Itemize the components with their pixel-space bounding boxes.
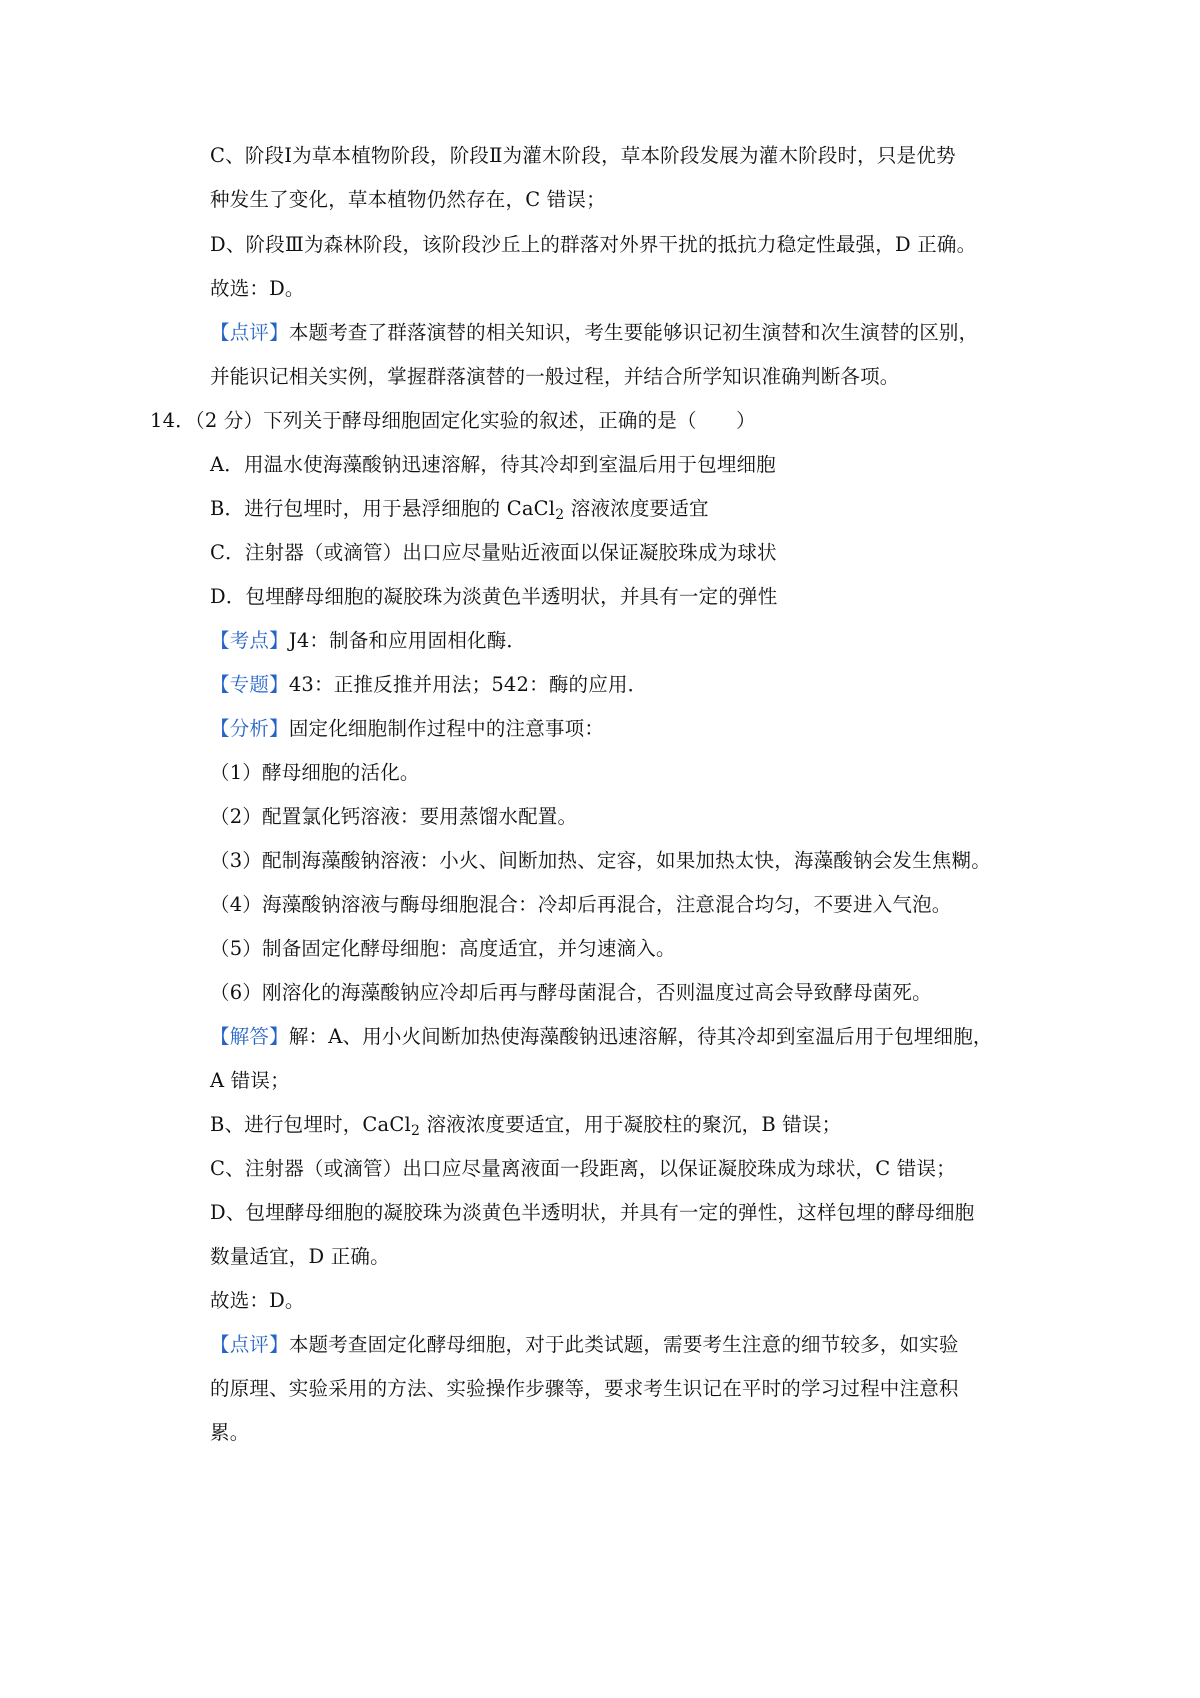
point-2: （2）配置氯化钙溶液：要用蒸馏水配置。 (210, 805, 578, 828)
option-c: C．注射器（或滴管）出口应尽量贴近液面以保证凝胶珠成为球状 (210, 541, 777, 564)
review-line-1 (210, 1331, 1050, 1359)
option-a: A．用温水使海藻酸钠迅速溶解，待其冷却到室温后用于包埋细胞 (210, 453, 776, 476)
jieda-b-text-tail: 溶液浓度要适宜，用于凝胶柱的聚沉，B 错误； (420, 1113, 842, 1136)
prev-choice: 故选：D。 (210, 277, 305, 300)
subscript: 2 (555, 507, 565, 523)
review-line-2: 的原理、实验采用的方法、实验操作步骤等，要求考生识记在平时的学习过程中注意积 (210, 1377, 959, 1400)
point-6: （6）刚溶化的海藻酸钠应冷却后再与酵母菌混合，否则温度过高会导致酵母菌死。 (210, 981, 932, 1004)
point-4: （4）海藻酸钠溶液与酶母细胞混合：冷却后再混合，注意混合均匀，不要进入气泡。 (210, 893, 952, 916)
option-d: D．包埋酵母细胞的凝胶珠为淡黄色半透明状，并具有一定的弹性 (210, 585, 778, 608)
option-b-text: B．进行包埋时，用于悬浮细胞的 CaCl (210, 497, 556, 520)
point-1: （1）酵母细胞的活化。 (210, 761, 420, 784)
kaodian-tag: 【考点】 (210, 629, 289, 652)
option-b (210, 495, 1050, 523)
kaodian-line (210, 627, 1050, 655)
fenxi-text: 固定化细胞制作过程中的注意事项： (288, 717, 605, 740)
zhuanti-tag: 【专题】 (210, 673, 289, 696)
jieda-line-1 (210, 1023, 1050, 1051)
question-stem: 14．（2 分）下列关于酵母细胞固定化实验的叙述，正确的是（ ） (150, 409, 756, 432)
jieda-d-line-2: 数量适宜，D 正确。 (210, 1245, 390, 1268)
prev-review-line-1 (210, 319, 1050, 347)
review-tag: 【点评】 (210, 321, 289, 344)
point-5: （5）制备固定化酵母细胞：高度适宜，并匀速滴入。 (210, 937, 676, 960)
prev-analysis-c-line-1: C、阶段Ⅰ为草本植物阶段，阶段Ⅱ为灌木阶段，草本阶段发展为灌木阶段时，只是优势 (210, 144, 956, 167)
jieda-b (210, 1111, 1050, 1139)
jieda-d-line-1: D、包埋酵母细胞的凝胶珠为淡黄色半透明状，并具有一定的弹性，这样包埋的酵母细胞 (210, 1201, 975, 1224)
zhuanti-text: 43：正推反推并用法；542：酶的应用． (288, 673, 648, 696)
review-line-3: 累。 (210, 1421, 250, 1444)
prev-analysis-c-line-2: 种发生了变化，草本植物仍然存在，C 错误； (210, 188, 606, 211)
jieda-tag: 【解答】 (210, 1025, 289, 1048)
choice: 故选：D。 (210, 1289, 305, 1312)
option-b-text-tail: 溶液浓度要适宜 (564, 497, 709, 520)
review-text: 本题考查固定化酵母细胞，对于此类试题，需要考生注意的细节较多，如实验 (288, 1333, 959, 1356)
fenxi-tag: 【分析】 (210, 717, 289, 740)
point-3: （3）配制海藻酸钠溶液：小火、间断加热、定容，如果加热太快，海藻酸钠会发生焦糊。 (210, 849, 991, 872)
fenxi-line (210, 715, 1050, 743)
jieda-line-2: A 错误； (210, 1069, 290, 1092)
zhuanti-line (210, 671, 1050, 699)
review-text: 本题考查了群落演替的相关知识，考生要能够识记初生演替和次生演替的区别， (288, 321, 979, 344)
subscript: 2 (410, 1123, 421, 1139)
review-tag: 【点评】 (210, 1333, 289, 1356)
kaodian-text: J4：制备和应用固相化酶． (288, 629, 527, 652)
prev-review-line-2: 并能识记相关实例，掌握群落演替的一般过程，并结合所学知识准确判断各项。 (210, 365, 900, 388)
jieda-text: 解：A、用小火间断加热使海藻酸钠迅速溶解，待其冷却到室温后用于包埋细胞， (288, 1025, 993, 1048)
jieda-b-text: B、进行包埋时，CaCl (210, 1113, 411, 1136)
prev-analysis-d-line: D、阶段Ⅲ为森林阶段，该阶段沙丘上的群落对外界干扰的抵抗力稳定性最强，D 正确。 (210, 233, 977, 256)
jieda-c: C、注射器（或滴管）出口应尽量离液面一段距离，以保证凝胶珠成为球状，C 错误； (210, 1157, 956, 1180)
